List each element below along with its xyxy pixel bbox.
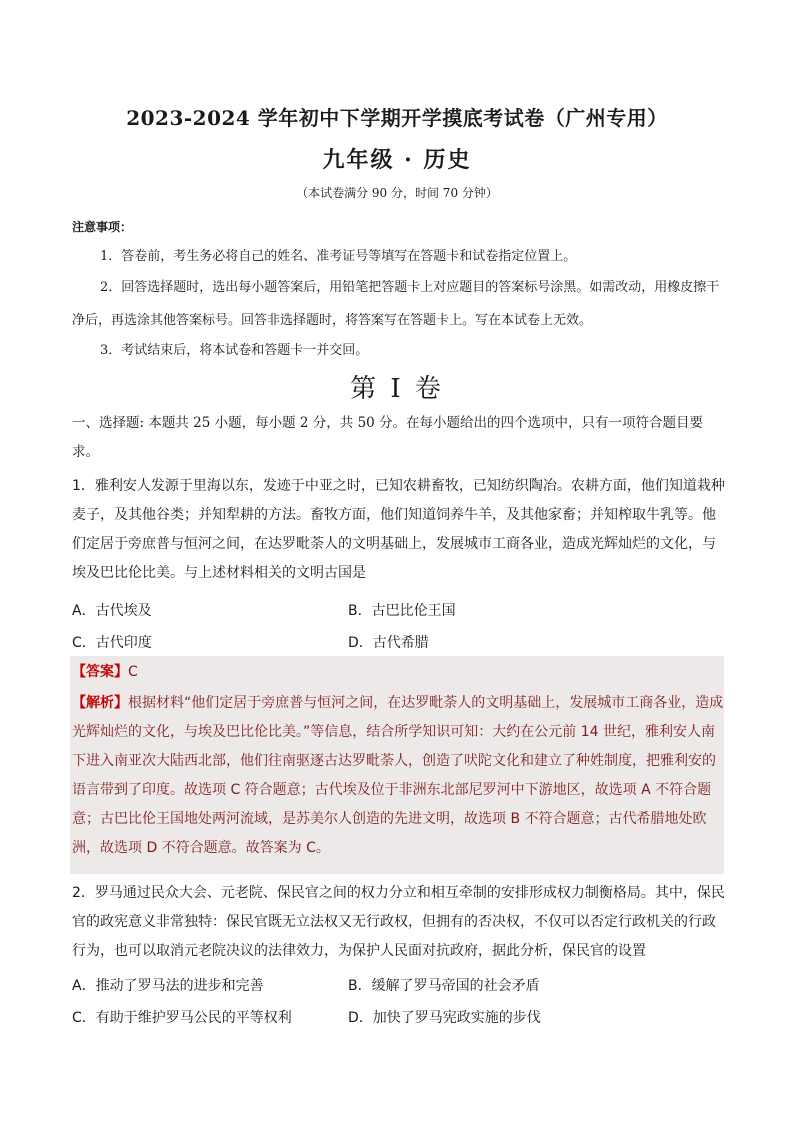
answer-tag: 【答案】	[72, 664, 128, 680]
part-title: 第 I 卷	[350, 374, 444, 404]
exam-title: 2023-2024 学年初中下学期开学摸底考试卷（广州专用）	[126, 106, 668, 130]
exam-score-time-note: （本试卷满分 90 分，时间 70 分钟）	[296, 186, 498, 200]
option-b: B．缓解了罗马帝国的社会矛盾	[348, 978, 540, 994]
exam-subtitle: 九年级 · 历史	[322, 147, 472, 173]
notice-item: 2．回答选择题时，选出每小题答案后，用铅笔把答题卡上对应题目的答案标号涂黑。如需改动，用橡皮擦干净后，再选涂其他答案标号。回答非选择题时，将答案写在答题卡上。写在本试卷上无效。	[72, 280, 720, 328]
option-d: D．加快了罗马宪政实施的步伐	[348, 1010, 541, 1026]
option-a: A．推动了罗马法的进步和完善	[72, 978, 264, 994]
notice-item: 1．答卷前，考生务必将自己的姓名、准考证号等填写在答题卡和试卷指定位置上。	[100, 249, 577, 264]
answer-value: C	[128, 664, 138, 680]
option-d: D．古代希腊	[348, 635, 429, 651]
analysis-text: 根据材料“他们定居于旁庶普与恒河之间，在达罗毗荼人的文明基础上，发展城市工商各业，造成光辉灿烂的文化，与埃及巴比伦比美。”等信息，结合所学知识可知：大约在公元前 14 世纪，雅利安人南下进入南亚次大陆西北部，他们往南驱逐古达罗毗荼人，创造了吠陀文化和建立了种姓制度，把雅利安的语言带到了印度。故选项 C 符合题意；古代埃及位于非洲东北部尼罗河中下游地区，故选项 A 不符合题意；古巴比伦王国地处两河流域，是苏美尔人创造的先进文明，故选项 B 不符合题意；古代希腊地处欧洲，故选项 D 不符合题意。故答案为 C。	[72, 695, 724, 856]
option-c: C．古代印度	[72, 635, 152, 651]
option-a: A．古代埃及	[72, 603, 152, 619]
analysis-tag: 【解析】	[72, 695, 128, 711]
option-b: B．古巴比伦王国	[348, 603, 456, 619]
option-c: C．有助于维护罗马公民的平等权利	[72, 1010, 292, 1026]
notice-heading: 注意事项：	[72, 220, 133, 234]
answer-line	[72, 658, 724, 687]
question-stem: 2．罗马通过民众大会、元老院、保民官之间的权力分立和相互牵制的安排形成权力制衡格局。其中，保民官的政宪意义非常独特：保民官既无立法权又无行政权，但拥有的否决权，不仅可以否定行政机关的行政行为，也可以取消元老院决议的法律效力，为保护人民面对抗政府，据此分析，保民官的设置	[72, 885, 725, 959]
section-heading: 一、选择题: 本题共 25 小题，每小题 2 分，共 50 分。在每小题给出的四个选项中，只有一项符合题目要求。	[72, 415, 704, 460]
question-stem: 1．雅利安人发源于里海以东，发迹于中亚之时，已知农耕畜牧，已知纺织陶冶。农耕方面，他们知道栽种麦子，及其他谷类；并知犁耕的方法。畜牧方面，他们知道饲养牛羊，及其他家畜；并知榨取牛乳等。他们定居于旁庶普与恒河之间，在达罗毗荼人的文明基础上，发展城市工商各业，造成光辉灿烂的文化，与埃及巴比伦比美。与上述材料相关的文明古国是	[72, 478, 725, 581]
notice-item: 3．考试结束后，将本试卷和答题卡一并交回。	[100, 343, 369, 358]
analysis-line	[72, 689, 724, 863]
